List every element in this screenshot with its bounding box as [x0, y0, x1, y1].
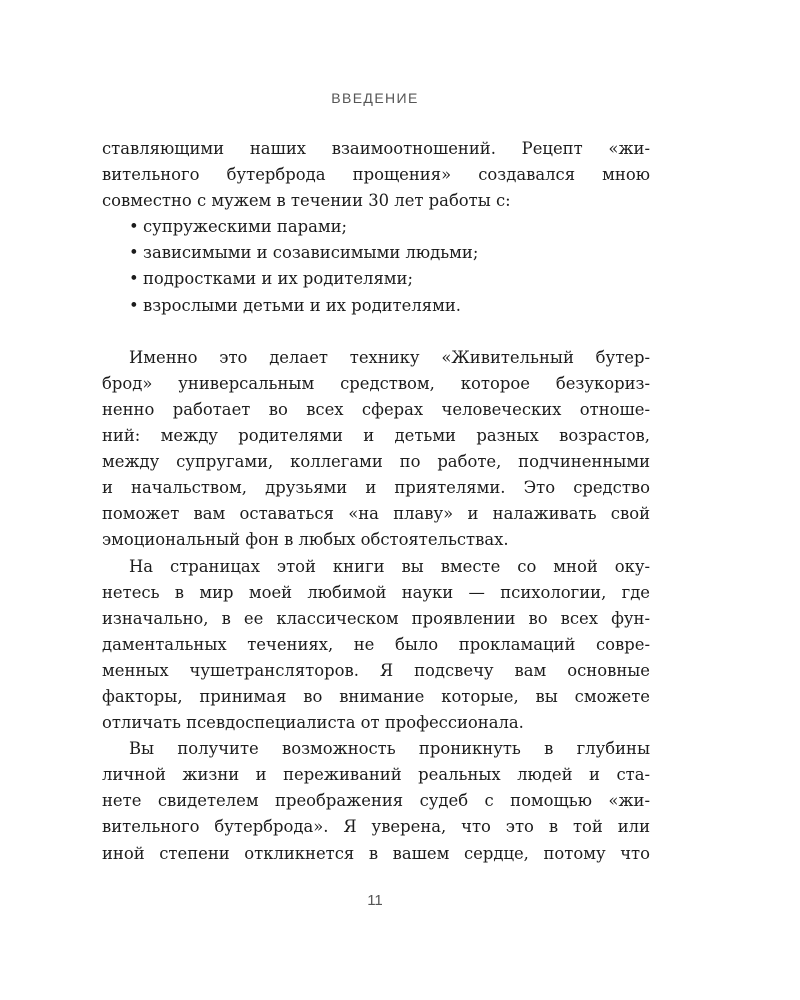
list-item-text: супружескими парами;: [143, 217, 348, 237]
bullet-icon: •: [129, 295, 139, 315]
text-line: иной степени откликнется в вашем сердце, потому что: [102, 843, 650, 863]
bullet-list: [102, 214, 650, 318]
text-line: между супругами, коллегами по работе, подчиненными: [102, 452, 650, 472]
text-line: и начальством, друзьями и приятелями. Это средство: [102, 478, 650, 498]
text-line: эмоциональный фон в любых обстоятельствах.: [102, 530, 509, 550]
bullet-icon: •: [129, 243, 139, 263]
list-item-text: подростками и их родителями;: [143, 269, 413, 289]
text-line: поможет вам оставаться «на плаву» и налаживать свой: [102, 504, 650, 524]
list-item: [102, 214, 650, 240]
bullet-icon: •: [129, 269, 139, 289]
paragraph-4: [102, 736, 650, 866]
list-item: [102, 293, 650, 319]
body-text: [102, 136, 650, 867]
paragraph-gap: [102, 319, 650, 345]
list-item-text: взрослыми детьми и их родителями.: [143, 295, 462, 315]
text-line: На страницах этой книги вы вместе со мной оку-: [129, 556, 650, 576]
list-item: [102, 240, 650, 266]
text-line: вительного бутерброда». Я уверена, что это в той или: [102, 817, 650, 837]
text-line: факторы, принимая во внимание которые, вы сможете: [102, 686, 650, 706]
paragraph-3: [102, 554, 650, 737]
paragraph-1: [102, 136, 650, 214]
text-line: отличать псевдоспециалиста от профессионала.: [102, 713, 524, 733]
page-number: 11: [367, 892, 383, 909]
list-item-text: зависимыми и созависимыми людьми;: [143, 243, 479, 263]
paragraph-2: [102, 345, 650, 554]
running-head: ВВЕДЕНИЕ: [331, 90, 419, 106]
text-line: брод» универсальным средством, которое безукориз-: [102, 373, 650, 393]
text-line: Именно это делает технику «Живительный бутер-: [129, 347, 650, 367]
text-line: ставляющими наших взаимоотношений. Рецепт «жи-: [102, 139, 650, 158]
text-line: совместно с мужем в течении 30 лет работы с:: [102, 191, 511, 211]
text-line: нетесь в мир моей любимой науки — психологии, где: [102, 582, 650, 602]
text-line: ний: между родителями и детьми разных возрастов,: [102, 426, 650, 446]
text-line: личной жизни и переживаний реальных людей и ста-: [102, 765, 650, 785]
text-line: Вы получите возможность проникнуть в глубины: [129, 739, 650, 759]
list-item: [102, 266, 650, 292]
bullet-icon: •: [129, 217, 139, 237]
text-line: вительного бутерброда прощения» создавался мною: [102, 165, 650, 185]
text-line: менных чушетрансляторов. Я подсвечу вам основные: [102, 660, 650, 680]
text-line: даментальных течениях, не было прокламаций совре-: [102, 634, 650, 654]
text-line: нете свидетелем преображения судеб с помощью «жи-: [102, 791, 650, 811]
text-line: ненно работает во всех сферах человеческих отноше-: [102, 399, 650, 419]
text-line: изначально, в ее классическом проявлении во всех фун-: [102, 608, 650, 628]
